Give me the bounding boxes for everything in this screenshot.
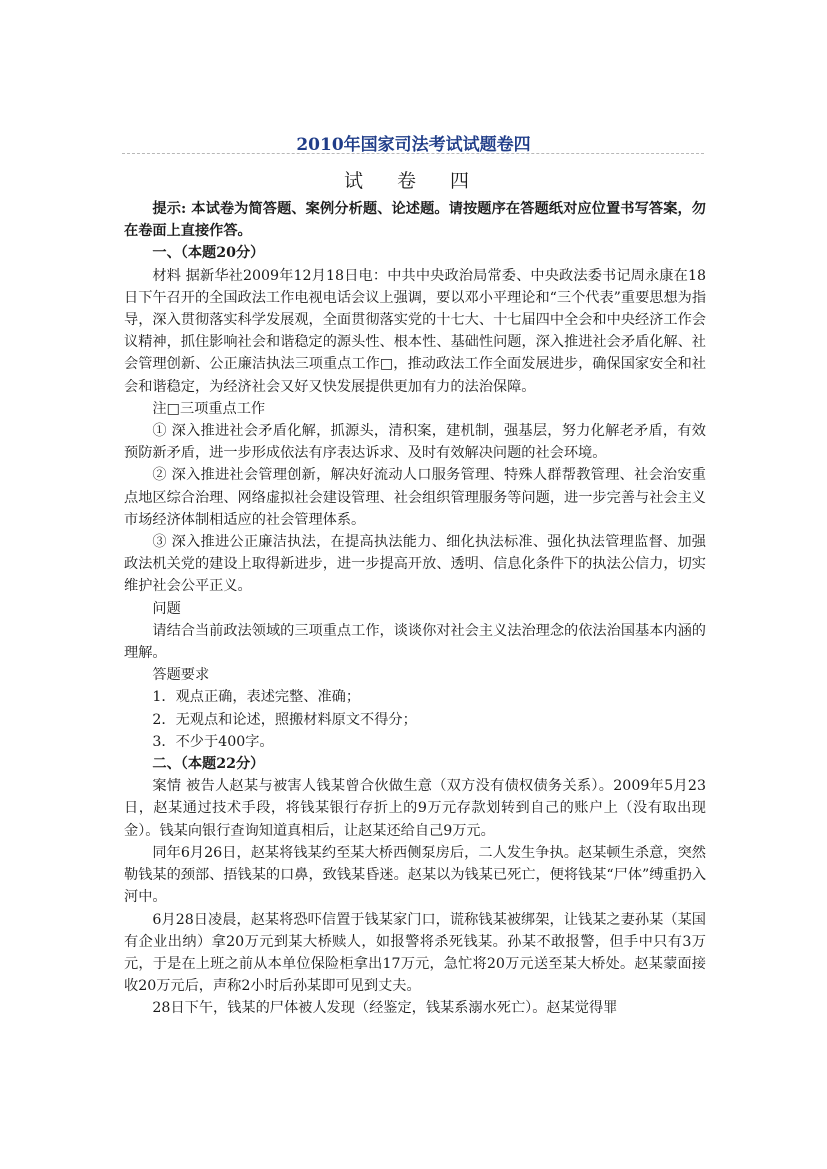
q2-case-paragraph-1: 案情 被告人赵某与被害人钱某曾合伙做生意（双方没有债权债务关系）。2009年5月23日，赵某通过技术手段，将钱某银行存折上的9万元存款划转到自己的账户上（没有取出现金）。钱某向银行查询知道真相后，让赵某还给自己9万元。 bbox=[124, 778, 706, 839]
q2-heading: 二、（本题22分） bbox=[152, 756, 265, 773]
q1-requirement-1: 1．观点正确，表述完整、准确； bbox=[152, 689, 361, 706]
exam-notice: 提示: 本试卷为简答题、案例分析题、论述题。请按题序在答题纸对应位置书写答案，勿在卷面上直接作答。 bbox=[124, 201, 706, 240]
document-title: 2010年国家司法考试试题卷四 bbox=[296, 135, 531, 155]
q1-question: 请结合当前政法领域的三项重点工作，谈谈你对社会主义法治理念的依法治国基本内涵的理解。 bbox=[124, 622, 706, 662]
document-body bbox=[124, 198, 706, 1020]
q1-note-3: ③ 深入推进公正廉洁执法，在提高执法能力、细化执法标准、强化执法管理监督、加强政法机关党的建设上取得新进步，进一步提高开放、透明、信息化条件下的执法公信力，切实维护社会公平正义。 bbox=[124, 534, 706, 595]
q1-question-heading: 问题 bbox=[152, 600, 181, 617]
q1-note-heading: 注□三项重点工作 bbox=[152, 400, 266, 417]
document-subtitle: 试 卷 四 bbox=[343, 170, 484, 192]
q1-material: 材料 据新华社2009年12月18日电：中共中央政治局常委、中央政法委书记周永康在18日下午召开的全国政法工作电视电话会议上强调，要以邓小平理论和“三个代表”重要思想为指导，深入贯彻落实科学发展观，全面贯彻落实党的十七大、十七届四中全会和中央经济工作会议精神，抓住影响社会和谐稳定的源头性、根本性、基础性问题，深入推进社会矛盾化解、社会管理创新、公正廉洁执法三项重点工作□，推动政法工作全面发展进步，确保国家安全和社会和谐稳定，为经济社会又好又快发展提供更加有力的法治保障。 bbox=[124, 267, 707, 395]
title-divider bbox=[122, 153, 704, 154]
q2-case-paragraph-4: 28日下午，钱某的尸体被人发现（经鉴定，钱某系溺水死亡）。赵某觉得罪 bbox=[152, 1000, 618, 1017]
q1-requirements-heading: 答题要求 bbox=[152, 667, 210, 684]
q1-note-2: ② 深入推进社会管理创新，解决好流动人口服务管理、特殊人群帮教管理、社会治安重点地区综合治理、网络虚拟社会建设管理、社会组织管理服务等问题，进一步完善与社会主义市场经济体制相适应的社会管理体系。 bbox=[124, 467, 706, 528]
q1-heading: 一、（本题20分） bbox=[152, 245, 265, 262]
q1-requirement-2: 2．无观点和论述，照搬材料原文不得分； bbox=[152, 711, 417, 728]
q2-case-paragraph-3: 6月28日凌晨，赵某将恐吓信置于钱某家门口，谎称钱某被绑架，让钱某之妻孙某（某国有企业出纳）拿20万元到某大桥赎人，如报警将杀死钱某。孙某不敢报警，但手中只有3万元，于是在上班之前从本单位保险柜拿出17万元，急忙将20万元送至某大桥处。赵某蒙面接收20万元后，声称2小时后孙某即可见到丈夫。 bbox=[124, 911, 706, 995]
q1-note-1: ① 深入推进社会矛盾化解，抓源头，清积案，建机制，强基层，努力化解老矛盾，有效预防新矛盾，进一步形成依法有序表达诉求、及时有效解决问题的社会环境。 bbox=[124, 423, 706, 462]
q1-requirement-3: 3．不少于400字。 bbox=[152, 733, 274, 750]
q2-case-paragraph-2: 同年6月26日，赵某将钱某约至某大桥西侧泵房后，二人发生争执。赵某顿生杀意，突然勒钱某的颈部、捂钱某的口鼻，致钱某昏迷。赵某以为钱某已死亡，便将钱某“尸体”缚重扔入河中。 bbox=[124, 844, 707, 906]
